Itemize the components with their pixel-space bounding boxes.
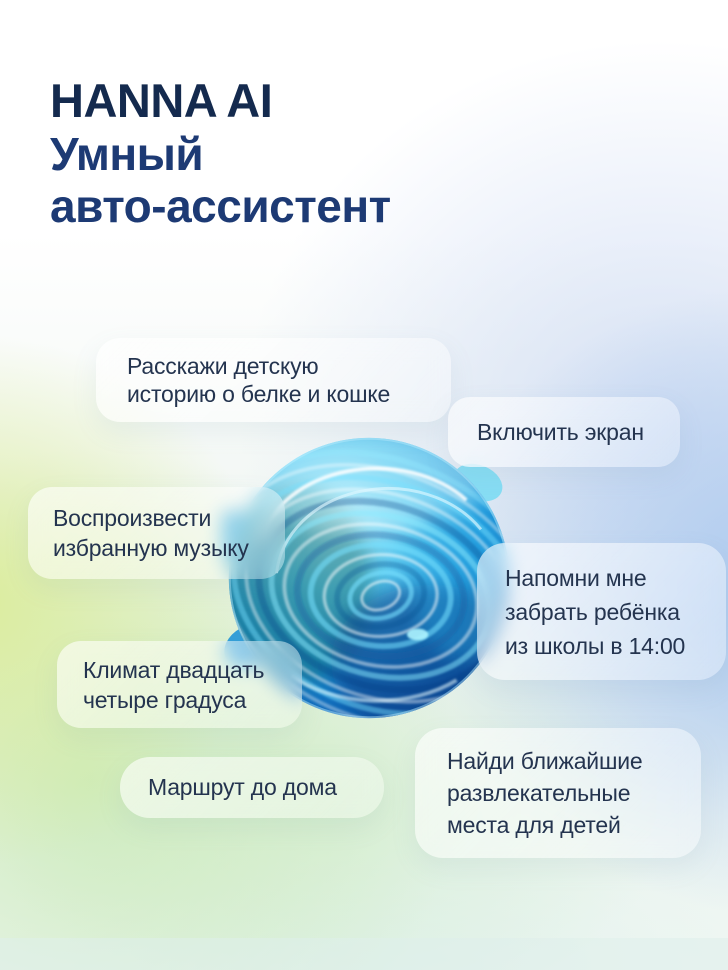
bubble-text-line: историю о белке и кошке xyxy=(127,381,391,407)
bubble-screen xyxy=(448,397,680,467)
bubble-text-line: избранную музыку xyxy=(53,535,249,561)
bubble-text-line: забрать ребёнка xyxy=(505,598,680,625)
bubble-places xyxy=(415,728,701,858)
page-title xyxy=(50,74,391,232)
bubble-text-line: из школы в 14:00 xyxy=(505,632,686,659)
bubble-text-line: четыре градуса xyxy=(83,686,247,713)
bubble-text-line: развлекательные xyxy=(447,780,631,806)
subtitle-line-1: Умный xyxy=(50,128,204,180)
subtitle-line-2: авто-ассистент xyxy=(50,180,391,232)
bubble-text-line: Маршрут до дома xyxy=(148,774,337,800)
bubble-route xyxy=(120,757,384,818)
bubble-reminder xyxy=(477,543,726,680)
bubble-text-line: Климат двадцать xyxy=(83,656,265,683)
bubble-text-line: Включить экран xyxy=(477,418,644,445)
bubble-text-line: Воспроизвести xyxy=(53,505,212,531)
bubble-text-line: Напомни мне xyxy=(505,564,647,591)
bubble-climate xyxy=(57,641,302,728)
bottom-band xyxy=(0,938,728,970)
bubble-text-line: Найди ближайшие xyxy=(447,748,643,774)
bubble-story xyxy=(96,338,451,422)
brand-title: HANNA AI xyxy=(50,74,273,127)
bubble-music xyxy=(28,487,285,579)
bubble-text-line: места для детей xyxy=(447,812,621,838)
bubble-text-line: Расскажи детскую xyxy=(127,353,319,379)
